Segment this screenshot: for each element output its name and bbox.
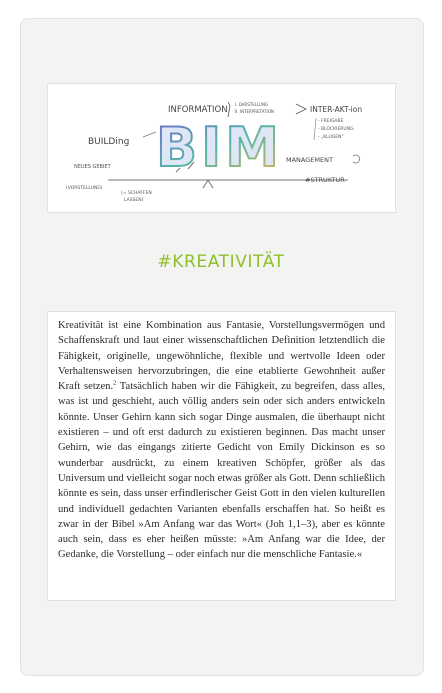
svg-text:(VORSTELLUNG): (VORSTELLUNG) [66,186,103,191]
svg-text:- BLOCKIERUNG: - BLOCKIERUNG [318,127,354,132]
body-text-card [47,311,396,601]
svg-text:LASSEN): LASSEN) [124,198,144,203]
svg-text:INTER-AKT-ion: INTER-AKT-ion [310,105,363,114]
svg-text:#STRUKTUR: #STRUKTUR [305,176,345,184]
body-paragraph: Kreativität ist eine Kombination aus Fantasie, Vorstellungsvermögen und Schaffenskraft und laut einer wissenschaftlichen Definition letztendlich die Fähigkeit, originelle, ungewöhnliche, flexible und wertvolle Ideen oder Verhaltensweisen hervorzubringen, die eine etablierte Gewohnheit außer Kraft setzen.$^2$ Tatsächlich haben wir die Fähigkeit, zu begreifen, dass alles, was ist und geschieht, auch völlig anders sein oder sich anders entwickeln könnte. Unser Gehirn kann sich sogar Dinge ausmalen, die überhaupt nicht existieren – und oft erst dadurch zu existieren beginnen. Das macht unser Gehirn, wie das eingangs zitierte Gedicht von Emily Dickinson es so wunderbar ausdrückt, zu einem kreativen Schöpfer, größer als das Universum und vielleicht sogar noch etwas größer als Gott. Denn schließlich könnte es sein, dass unser erfindlerischer Geist Gott in den vielen kulturellen und individuell gedachten Varianten ebenfalls erschaffen hat. So heißt es zwar in der Bibel »Am Anfang war das Wort« (Joh 1,1–3), aber es könnte auch sein, dass es eher heißen müsste: »Am Anfang war die Idee, der Gedanke, die Vorstellung – oder einfach nur die menschliche Fantasie.« [58,320,385,561]
svg-text:(= SCHAFFEN: (= SCHAFFEN [121,191,152,196]
svg-text:NEUES GEBIET: NEUES GEBIET [74,164,111,170]
svg-text:I. DARSTELLUNG: I. DARSTELLUNG [235,102,269,107]
footnote-marker[interactable]: 2 [113,379,117,387]
bim-sketch-image [47,83,396,213]
svg-text:INFORMATION: INFORMATION [168,105,228,115]
bim-sketch-drawing [48,84,397,214]
section-heading: #KREATIVITÄT [157,252,285,272]
svg-text:- FREIGABE: - FREIGABE [318,119,344,124]
svg-text:- „KLUGEN“: - „KLUGEN“ [318,135,344,140]
svg-text:II. INTERPRETATION: II. INTERPRETATION [235,109,274,114]
svg-text:MANAGEMENT: MANAGEMENT [286,156,333,164]
bim-letters: BIM [156,116,283,179]
svg-text:BUILDing: BUILDing [88,137,130,147]
